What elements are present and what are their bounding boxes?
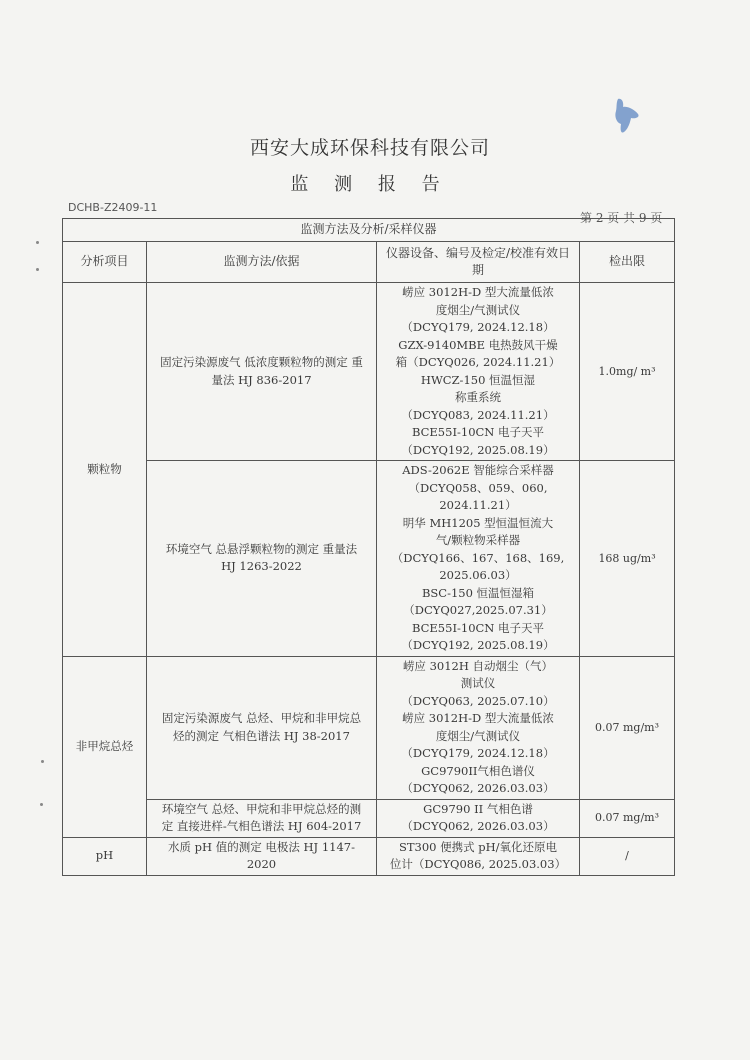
instrument-line: 度烟尘/气测试仪	[435, 728, 521, 743]
table-caption-row	[63, 219, 675, 242]
instrument-line: （DCYQ083, 2024.11.21）	[401, 407, 555, 422]
instrument-line: （DCYQ179, 2024.12.18）	[401, 746, 555, 760]
analysis-item: 非甲烷总烃	[63, 656, 147, 837]
instrument-line: 气/颗粒物采样器	[435, 533, 521, 547]
instrument-line: （DCYQ063, 2025.07.10）	[401, 693, 555, 708]
instrument-line: （DCYQ192, 2025.08.19）	[401, 638, 555, 652]
table-row	[63, 283, 675, 461]
instrument-line: BSC-150 恒温恒湿箱	[421, 585, 535, 600]
document-title: 监 测 报 告	[290, 174, 450, 195]
instrument-cell	[377, 461, 580, 657]
detection-limit: 0.07 mg/m³	[580, 799, 675, 837]
table-row	[63, 656, 675, 799]
instrument-line: 箱（DCYQ026, 2024.11.21）	[395, 355, 561, 369]
instrument-line: 明华 MH1205 型恒温恒流大	[402, 515, 554, 530]
instrument-line: GZX-9140MBE 电热鼓风干燥	[398, 337, 558, 352]
method-cell: 环境空气 总烃、甲烷和非甲烷总烃的测定 直接进样-气相色谱法 HJ 604-2017	[147, 799, 377, 837]
scan-speck	[36, 268, 39, 271]
blue-stamp-mark-icon	[612, 97, 642, 135]
detection-limit: 0.07 mg/m³	[580, 656, 675, 799]
instrument-line: 崂应 3012H-D 型大流量低浓	[402, 711, 554, 725]
instrument-cell	[377, 837, 580, 875]
instrument-line: 度烟尘/气测试仪	[435, 302, 521, 317]
table-row	[63, 461, 675, 657]
instrument-line: 崂应 3012H 自动烟尘（气）	[402, 658, 554, 673]
detection-limit: /	[580, 837, 675, 875]
instrument-line: （DCYQ027,2025.07.31）	[403, 603, 553, 617]
scan-speck	[36, 241, 39, 244]
instrument-line: 称重系统	[455, 390, 501, 404]
instrument-line: HWCZ-150 恒温恒湿	[420, 372, 536, 387]
method-cell: 水质 pH 值的测定 电极法 HJ 1147-2020	[147, 837, 377, 875]
instrument-line: （DCYQ166、167、168、169,	[391, 550, 565, 565]
instrument-line: GC9790II气相色谱仪	[421, 763, 535, 778]
table-row	[63, 837, 675, 875]
table-header-row	[63, 242, 675, 283]
instrument-line: （DCYQ179, 2024.12.18）	[401, 320, 555, 334]
instrument-line: 崂应 3012H-D 型大流量低浓	[402, 285, 554, 299]
page-info: 第 2 页 共 9 页	[580, 211, 663, 225]
instrument-line: 2025.06.03）	[439, 568, 517, 582]
scan-speck	[40, 803, 43, 806]
table-row	[63, 799, 675, 837]
column-header: 检出限	[580, 242, 675, 283]
method-cell: 环境空气 总悬浮颗粒物的测定 重量法 HJ 1263-2022	[147, 461, 377, 657]
instrument-cell	[377, 283, 580, 461]
instrument-line: BCE55I-10CN 电子天平	[411, 425, 545, 439]
instrument-line: GC9790 II 气相色谱	[423, 801, 533, 816]
instrument-line: BCE55I-10CN 电子天平	[411, 620, 545, 635]
column-header: 分析项目	[63, 242, 147, 283]
instrument-cell	[377, 656, 580, 799]
company-name: 西安大成环保科技有限公司	[249, 137, 490, 159]
report-number: DCHB-Z2409-11	[68, 201, 158, 214]
method-cell: 固定污染源废气 低浓度颗粒物的测定 重量法 HJ 836-2017	[147, 283, 377, 461]
instrument-line: 2024.11.21）	[439, 498, 517, 512]
column-header: 监测方法/依据	[147, 242, 377, 283]
analysis-item: pH	[63, 837, 147, 875]
column-header: 仪器设备、编号及检定/校准有效日期	[377, 242, 580, 283]
detection-limit: 1.0mg/ m³	[580, 283, 675, 461]
instrument-line: 测试仪	[460, 676, 496, 690]
scan-speck	[41, 760, 44, 763]
method-cell: 固定污染源废气 总烃、甲烷和非甲烷总烃的测定 气相色谱法 HJ 38-2017	[147, 656, 377, 799]
methods-table	[62, 218, 675, 876]
instrument-line: 位计（DCYQ086, 2025.03.03）	[389, 857, 567, 871]
instrument-line: （DCYQ058、059、060,	[408, 480, 548, 495]
table-caption: 监测方法及分析/采样仪器	[63, 219, 675, 242]
instrument-cell	[377, 799, 580, 837]
analysis-item: 颗粒物	[63, 283, 147, 657]
instrument-line: （DCYQ062, 2026.03.03）	[401, 781, 555, 795]
instrument-line: ST300 便携式 pH/氧化还原电	[398, 839, 558, 854]
instrument-line: （DCYQ062, 2026.03.03）	[401, 819, 555, 833]
instrument-line: （DCYQ192, 2025.08.19）	[401, 442, 555, 457]
detection-limit: 168 ug/m³	[580, 461, 675, 657]
instrument-line: ADS-2062E 智能综合采样器	[402, 463, 554, 477]
